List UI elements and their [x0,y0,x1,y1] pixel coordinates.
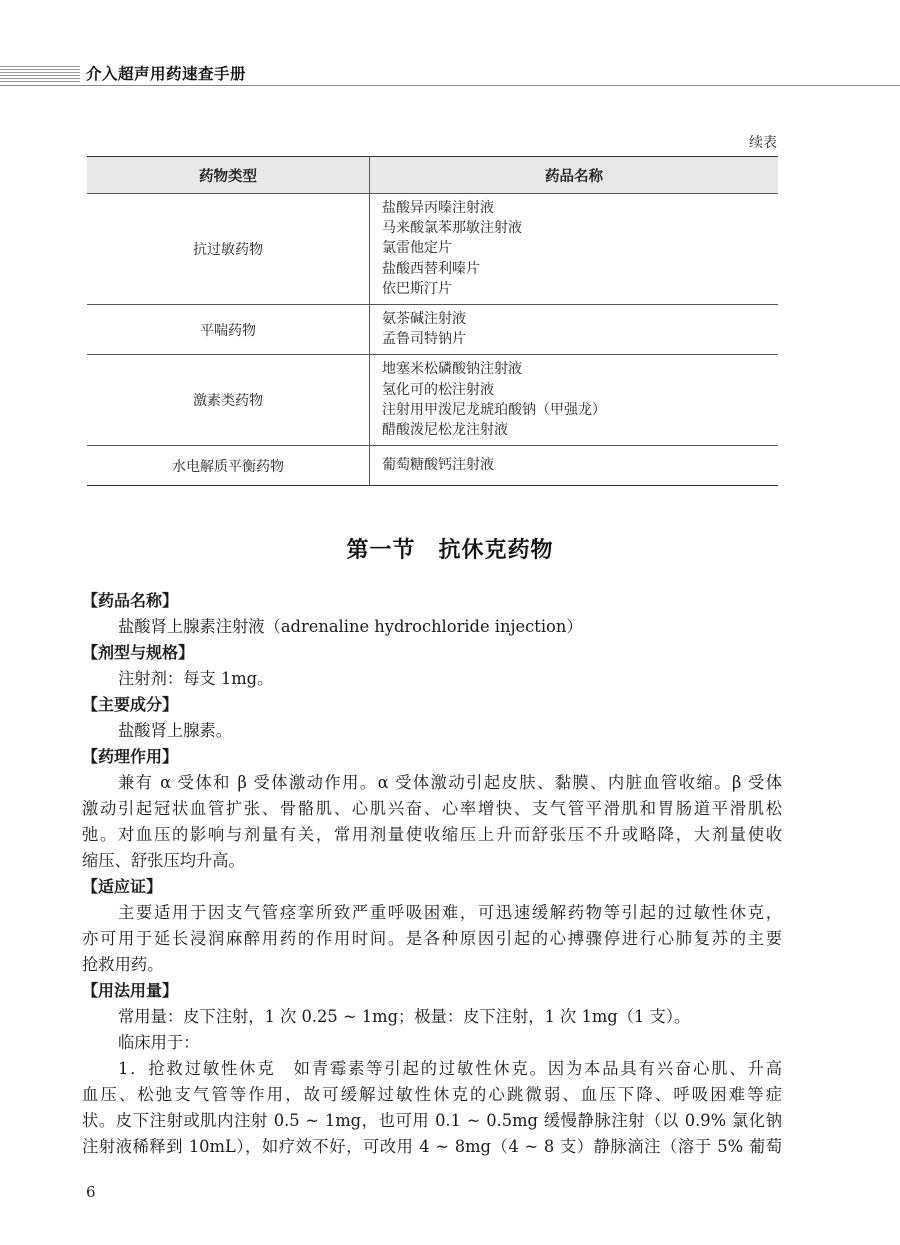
drug-category-table [87,156,778,486]
text-line: 主要适用于因支气管痉挛所致严重呼吸困难，可迅速缓解药物等引起的过敏性休克， [118,903,782,922]
text-line: 状。皮下注射或肌内注射 0.5 ~ 1mg，也可用 0.1 ~ 0.5mg 缓慢静脉注射（以 0.9% 氯化钠 [82,1111,782,1130]
text-line: 亦可用于延长浸润麻醉用药的作用时间。是各种原因引起的心搏骤停进行心肺复苏的主要 [82,929,782,948]
drug-type-cell: 水电解质平衡药物 [87,446,370,486]
text-line: 1．抢救过敏性休克 如青霉素等引起的过敏性休克。因为本品具有兴奋心肌、升高 [118,1059,782,1078]
drug-name: 地塞米松磷酸钠注射液 [382,361,522,378]
section-title: 第一节 抗休克药物 [346,538,554,563]
article-body [82,588,782,1160]
table-continued-label: 续表 [749,135,777,151]
table-header-row [87,157,778,194]
drug-name: 盐酸西替利嗪片 [382,260,480,277]
drug-name: 醋酸泼尼松龙注射液 [382,422,508,439]
text-line: 注射液稀释到 10mL），如疗效不好，可改用 4 ~ 8mg（4 ~ 8 支）静脉滴注（溶于 5% 葡萄 [82,1137,782,1156]
drug-name: 注射用甲泼尼龙琥珀酸钠（甲强龙） [382,401,606,418]
drug-names-cell [370,194,779,305]
text-line: 缩压、舒张压均升高。 [82,851,245,870]
column-header-drug-type: 药物类型 [87,157,370,194]
decorative-stripes [0,66,80,82]
text-line: 弛。对血压的影响与剂量有关，常用剂量使收缩压上升而舒张压不升或略降，大剂量使收 [82,825,782,844]
drug-name: 依巴斯汀片 [382,280,452,297]
drug-name: 孟鲁司特钠片 [382,331,466,348]
drug-names-cell [370,446,779,486]
header-rule [0,85,900,86]
drug-type-cell: 激素类药物 [87,355,370,446]
drug-name: 盐酸异丙嗪注射液 [382,200,494,216]
text-line: 血压、松弛支气管等作用，故可缓解过敏性休克的心跳微弱、血压下降、呼吸困难等症 [82,1085,782,1104]
text-line: 常用量：皮下注射，1 次 0.25 ~ 1mg；极量：皮下注射，1 次 1mg（1 支）。 [118,1007,691,1026]
text-line: 激动引起冠状血管扩张、骨骼肌、心肌兴奋、心率增快、支气管平滑肌和胃肠道平滑肌松 [82,799,782,818]
table-row [87,355,778,446]
drug-name: 葡萄糖酸钙注射液 [382,457,494,474]
field-heading: 【用法用量】 [82,981,179,1000]
drug-name: 氢化可的松注射液 [382,381,494,398]
column-header-drug-name: 药品名称 [370,157,779,194]
text-line: 抢救用药。 [82,955,164,974]
table-row [87,305,778,355]
text-line: 注射剂：每支 1mg。 [118,669,274,688]
page-number: 6 [86,1183,96,1201]
drug-name: 马来酸氯苯那敏注射液 [382,220,522,237]
table-row [87,446,778,486]
table-row [87,194,778,305]
text-line: 临床用于： [118,1033,200,1052]
running-head [0,60,900,90]
field-heading: 【主要成分】 [82,695,179,714]
drug-names-cell [370,355,779,446]
text-line: 盐酸肾上腺素注射液（adrenaline hydrochloride injection） [118,617,583,636]
book-title: 介入超声用药速查手册 [86,65,247,83]
text-line: 盐酸肾上腺素。 [118,721,232,740]
drug-names-cell [370,305,779,355]
field-heading: 【药品名称】 [82,591,179,610]
field-heading: 【药理作用】 [82,747,179,766]
drug-type-cell: 抗过敏药物 [87,194,370,305]
drug-type-cell: 平喘药物 [87,305,370,355]
text-line: 兼有 α 受体和 β 受体激动作用。α 受体激动引起皮肤、黏膜、内脏血管收缩。β 受体 [118,773,782,792]
field-heading: 【适应证】 [82,877,163,896]
drug-name: 氯雷他定片 [382,240,452,257]
drug-name: 氨茶碱注射液 [382,311,466,328]
field-heading: 【剂型与规格】 [82,643,195,662]
